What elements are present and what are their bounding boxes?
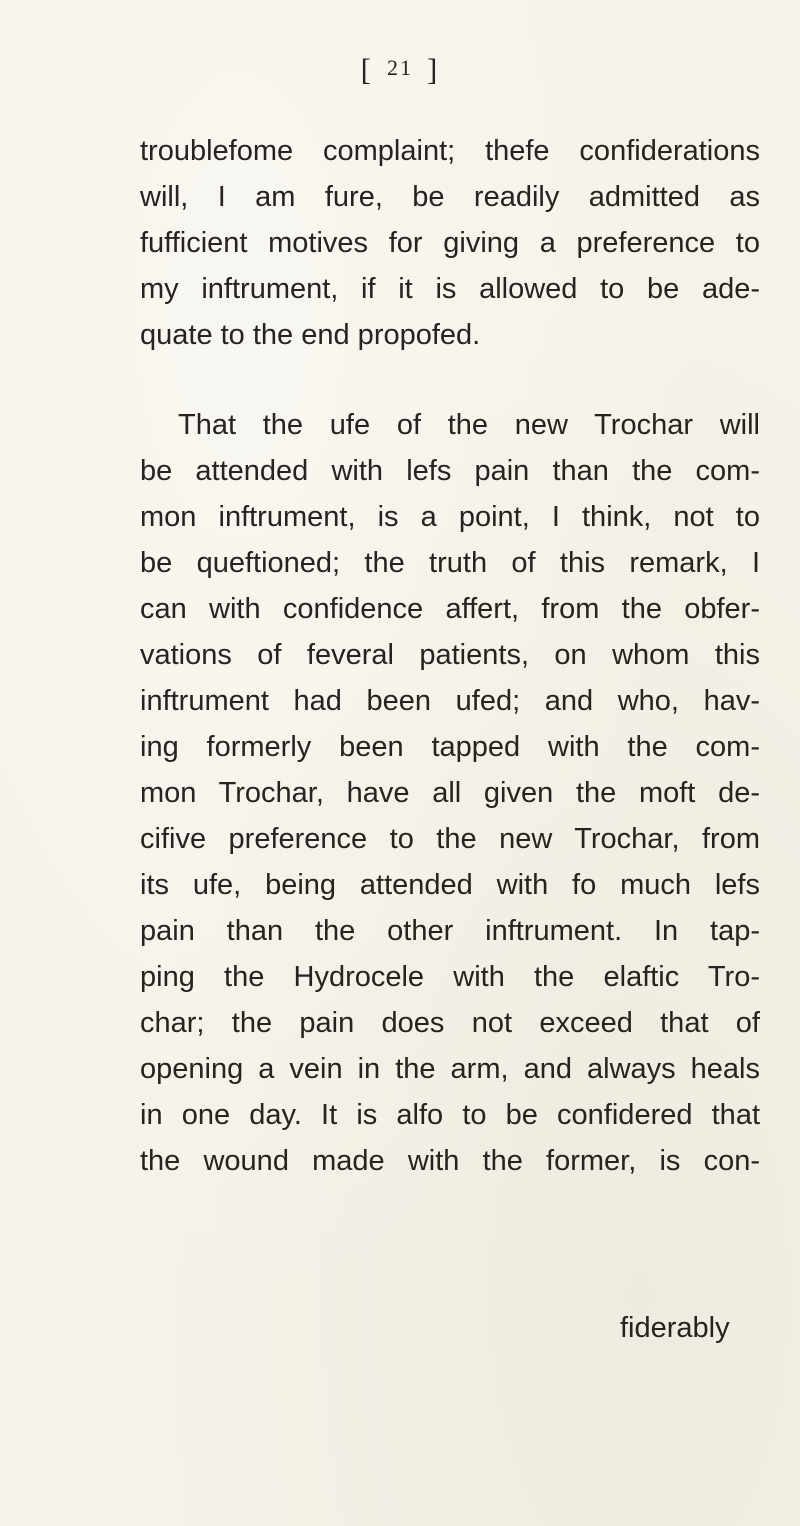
text-line: opening a vein in the arm, and always heals [140,1053,760,1085]
page-header [0,52,800,88]
text-line: can with confidence affert, from the obfer- [140,593,760,625]
text-line: fufficient motives for giving a preference to [140,227,760,259]
text-line: in one day. It is alfo to be confidered that [140,1099,760,1131]
paragraph-2 [140,402,760,1184]
text-line: mon Trochar, have all given the moft de- [140,777,760,809]
bracket-close: ] [427,52,440,87]
text-line: troublefome complaint; thefe confiderations [140,135,760,167]
text-line: mon inftrument, is a point, I think, not to [140,501,760,533]
catchword: fiderably [620,1312,730,1344]
text-line: ing formerly been tapped with the com- [140,731,760,763]
text-line: the wound made with the former, is con- [140,1145,760,1177]
page-number: 21 [387,55,413,80]
text-line: That the ufe of the new Trochar will [178,409,760,441]
text-line: be queftioned; the truth of this remark, I [140,547,760,579]
paragraph-1 [140,128,760,358]
text-line: be attended with lefs pain than the com- [140,455,760,487]
text-line: ping the Hydrocele with the elaftic Tro- [140,961,760,993]
text-line: vations of feveral patients, on whom this [140,639,760,671]
text-line: pain than the other inftrument. In tap- [140,915,760,947]
paragraph-gap [140,358,760,402]
text-line: quate to the end propofed. [140,319,481,351]
bracket-open: [ [360,52,373,87]
text-line: my inftrument, if it is allowed to be ade- [140,273,760,305]
text-line: char; the pain does not exceed that of [140,1007,760,1039]
body-text [140,128,760,1184]
text-line: its ufe, being attended with fo much lefs [140,869,760,901]
text-line: cifive preference to the new Trochar, from [140,823,760,855]
text-line: inftrument had been ufed; and who, hav- [140,685,760,717]
text-line: will, I am fure, be readily admitted as [140,181,760,213]
